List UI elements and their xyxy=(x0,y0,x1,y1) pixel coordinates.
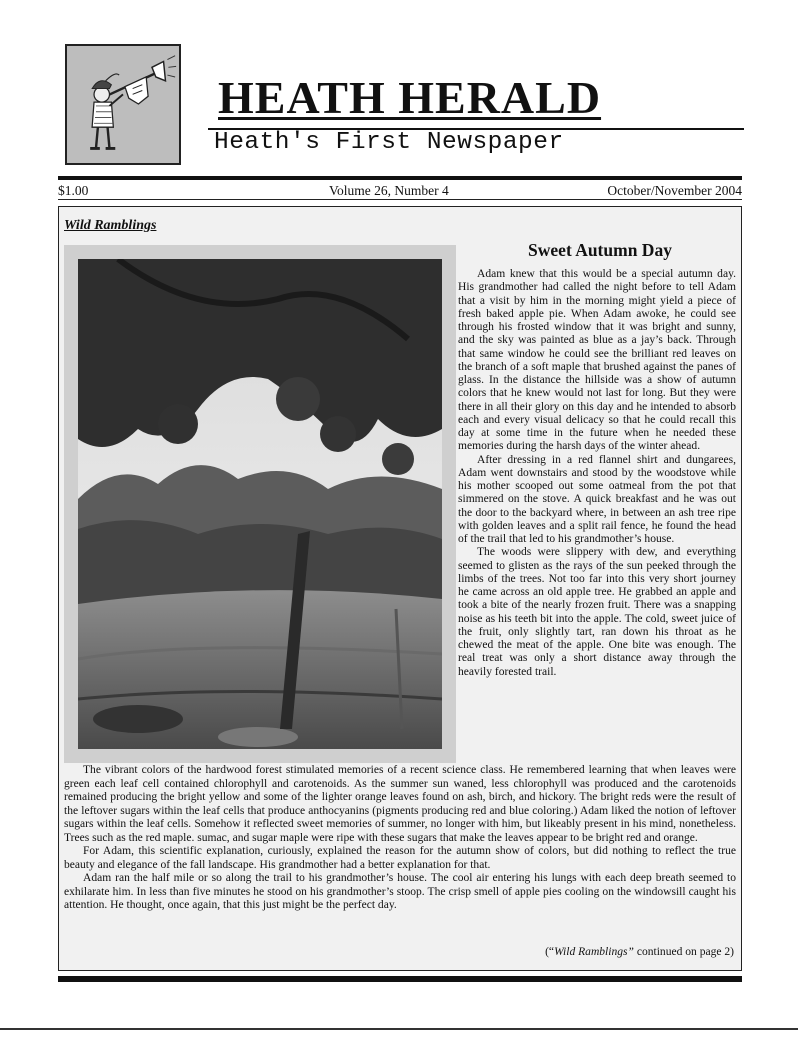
page-bottom-rule xyxy=(0,1028,798,1030)
newspaper-title: HEATH HERALD xyxy=(218,72,602,123)
continued-note: (“Wild Ramblings” continued on page 2) xyxy=(545,946,734,958)
article-full-width-text xyxy=(64,764,736,913)
price-label: $1.00 xyxy=(58,183,89,198)
masthead-logo xyxy=(65,44,181,165)
issue-date-label: October/November 2004 xyxy=(607,183,742,198)
issue-info-row xyxy=(58,181,742,201)
article-column-text xyxy=(458,268,736,679)
bottom-divider xyxy=(58,976,742,982)
herald-trumpeter-icon xyxy=(67,46,179,163)
section-label: Wild Ramblings xyxy=(64,218,157,233)
paragraph: The woods were slippery with dew, and everything seemed to glisten as the rays of the sun peeked through the limbs of the trees. Not too far into this very short journey he came across an old apple tree. He grabbed an apple and took a bite of the nearly frozen fruit. There was a snapping noise as his teeth bit into the apple. The cold, sweet juice of the fruit, only slightly tart, ran down his throat as he chewed the meat of the apple. One bite was enough. The real treat was only a short distance away through the heavily forested trail. xyxy=(458,546,736,678)
apple-tree-fence-photo xyxy=(78,259,442,749)
paragraph: Adam knew that this would be a special autumn day. His grandmother had called the night before to tell Adam that a visit by him in the morning might yield a piece of fresh baked apple pie. When Adam awoke, he could see through his frosted window that it was bright and sunny, and the sky was painted as blue as a jay’s back. Through that same window he could see the brilliant red leaves on the branch of a soft maple that brushed against the panes of glass. In the distance the hillside was a show of autumn colors that he knew would not last for long. But they were there in all their glory on this day and he intended to absorb each and every visual delicacy so that he could recall this day at some time in the future when he needed these memories during the harsh days of the winter ahead. xyxy=(458,268,736,453)
paragraph: After dressing in a red flannel shirt and dungarees, Adam went downstairs and stood by the woodstove while his mother scooped out some oatmeal from the pot that simmered on the stove. A quick breakfast and he was out the door to the backyard where, in between an ash tree ripe with golden leaves and a split rail fence, he found the head of the trail that led to his grandmother’s house. xyxy=(458,453,736,545)
article-photo-frame xyxy=(64,245,456,763)
newspaper-subtitle: Heath's First Newspaper xyxy=(214,129,564,156)
masthead-divider xyxy=(58,176,742,180)
article-headline: Sweet Autumn Day xyxy=(528,240,672,260)
paragraph: For Adam, this scientific explanation, curiously, explained the reason for the autumn show of colors, but did nothing to reflect the true beauty and elegance of the fall landscape. His grandmother had a better explanation for that. xyxy=(64,845,736,871)
issue-info-rule xyxy=(58,199,742,200)
continued-section-name: Wild Ramblings” xyxy=(554,946,634,958)
paragraph: Adam ran the half mile or so along the trail to his grandmother’s house. The cool air entering his lungs with each deep breath seemed to exhilarate him. In less than five minutes he stood on his grandmother’s stoop. The crisp smell of apple pies cooling on the windowsill caught his attention. He thought, once again, that this just might be the perfect day. xyxy=(64,872,736,912)
paragraph: The vibrant colors of the hardwood forest stimulated memories of a recent science class. He remembered learning that when leaves were green each leaf cell contained chlorophyll and carotenoids. As the summer sun waned, less chlorophyll was produced and the carotenoids remained producing the bright yellow and some of the lighter orange leaves found on ash, birch, and hickory. The bright reds were the result of the leftover sugars within the leaf cells that produce anthocyanins (pigments producing red and blue coloring.) Adam liked the notion of leftover sugars within the leaf cells. Somehow it reflected sweet memories of summer, no longer with him, but likeably present in his mind, nonetheless. Trees such as the red maple. sumac, and sugar maple were ripe with these sugars that make the leaves appear to be bright red and orange. xyxy=(64,764,736,844)
volume-label: Volume 26, Number 4 xyxy=(329,183,449,198)
